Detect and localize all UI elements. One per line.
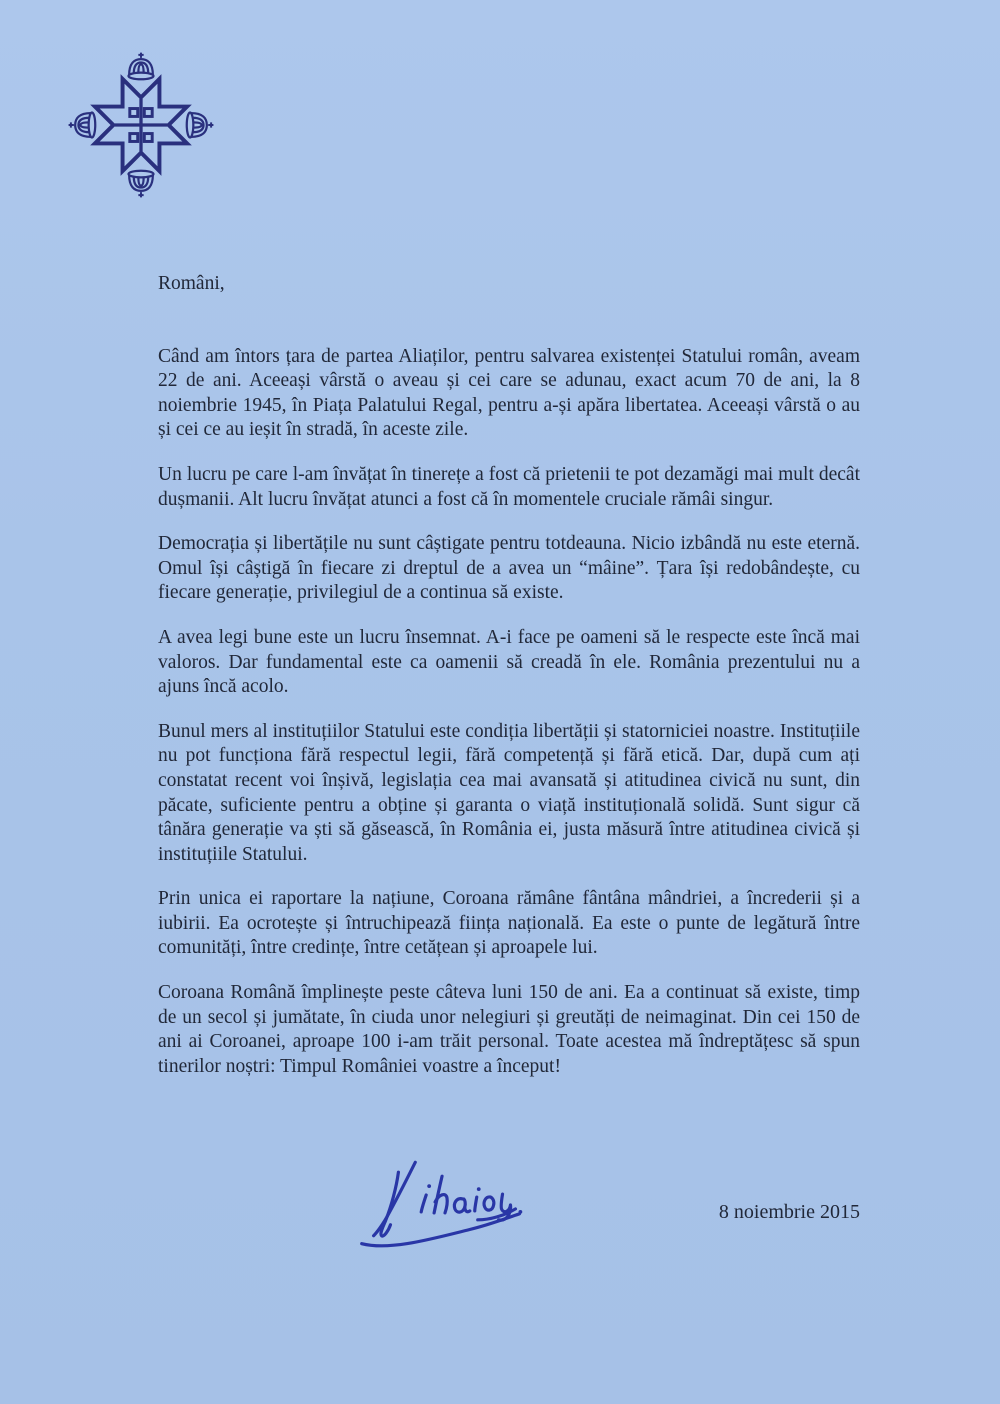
letter-body [158, 272, 860, 1099]
royal-cypher-emblem [62, 46, 220, 204]
paragraph: Democrația și libertățile nu sunt câștigate pentru totdeauna. Nicio izbândă nu este eternă. Omul își câștigă în fiecare zi dreptul de a avea un “mâine”. Țara își redobândește, cu fiecare generație, privilegiul de a continua să existe. [158, 533, 860, 604]
date-line: 8 noiembrie 2015 [718, 1201, 860, 1223]
paragraph: Prin unica ei raportare la națiune, Coroana rămâne fântâna mândriei, a încrederii și a iubirii. Ea ocrotește și întruchipează ființa națională. Ea este o punte de legătură între comunități, între credințe, între cetățean și aproapele lui. [158, 888, 860, 959]
royal-cypher-crown-cross-icon [62, 46, 220, 204]
paragraph: Coroana Română împlinește peste câteva luni 150 de ani. Ea a continuat să existe, timp de un secol și jumătate, în ciuda unor nelegiuri și greutăți de neimaginat. Din cei 150 de ani ai Coroanei, aproape 100 i-am trăit personal. Toate acestea mă îndreptățesc să spun tinerilor noștri: Timpul României voastre a început! [158, 982, 860, 1077]
paragraph: Bunul mers al instituțiilor Statului este condiția libertății și statorniciei noastre. Instituțiile nu pot funcționa fără respectul legii, fără competență și fără etică. Dar, după cum ați constatat recent voi înșivă, legislația cea mai avansată și atitudinea civică nu sunt, din păcate, suficiente pentru a obține și garanta o viață instituțională solidă. Sunt sigur că tânăra generație va ști să găsească, în România ei, justa măsură între atitudinea civică și instituțiile Statului. [158, 720, 860, 865]
paragraph: Un lucru pe care l-am învățat în tinerețe a fost că prietenii te pot dezamăgi mai mult decât dușmanii. Alt lucru învățat atunci a fost că în momentele cruciale rămâi singur. [158, 463, 860, 510]
handwritten-signature-icon [328, 1146, 566, 1258]
mihai-signature [328, 1146, 566, 1258]
salutation: Români, [158, 273, 225, 294]
paragraph: A avea legi bune este un lucru însemnat. A-i face pe oameni să le respecte este încă mai valoros. Dar fundamental este ca oamenii să creadă în ele. România prezentului nu a ajuns încă acolo. [158, 626, 860, 698]
paragraph: Când am întors țara de partea Aliaților, pentru salvarea existenței Statului român, aveam 22 de ani. Aceeași vârstă o aveau și cei care se adunau, exact acum 70 de ani, la 8 noiembrie 1945, în Piața Palatului Regal, pentru a-și apăra libertatea. Aceeași vârstă o au și cei ce au ieșit în stradă, în aceste zile. [158, 345, 860, 441]
